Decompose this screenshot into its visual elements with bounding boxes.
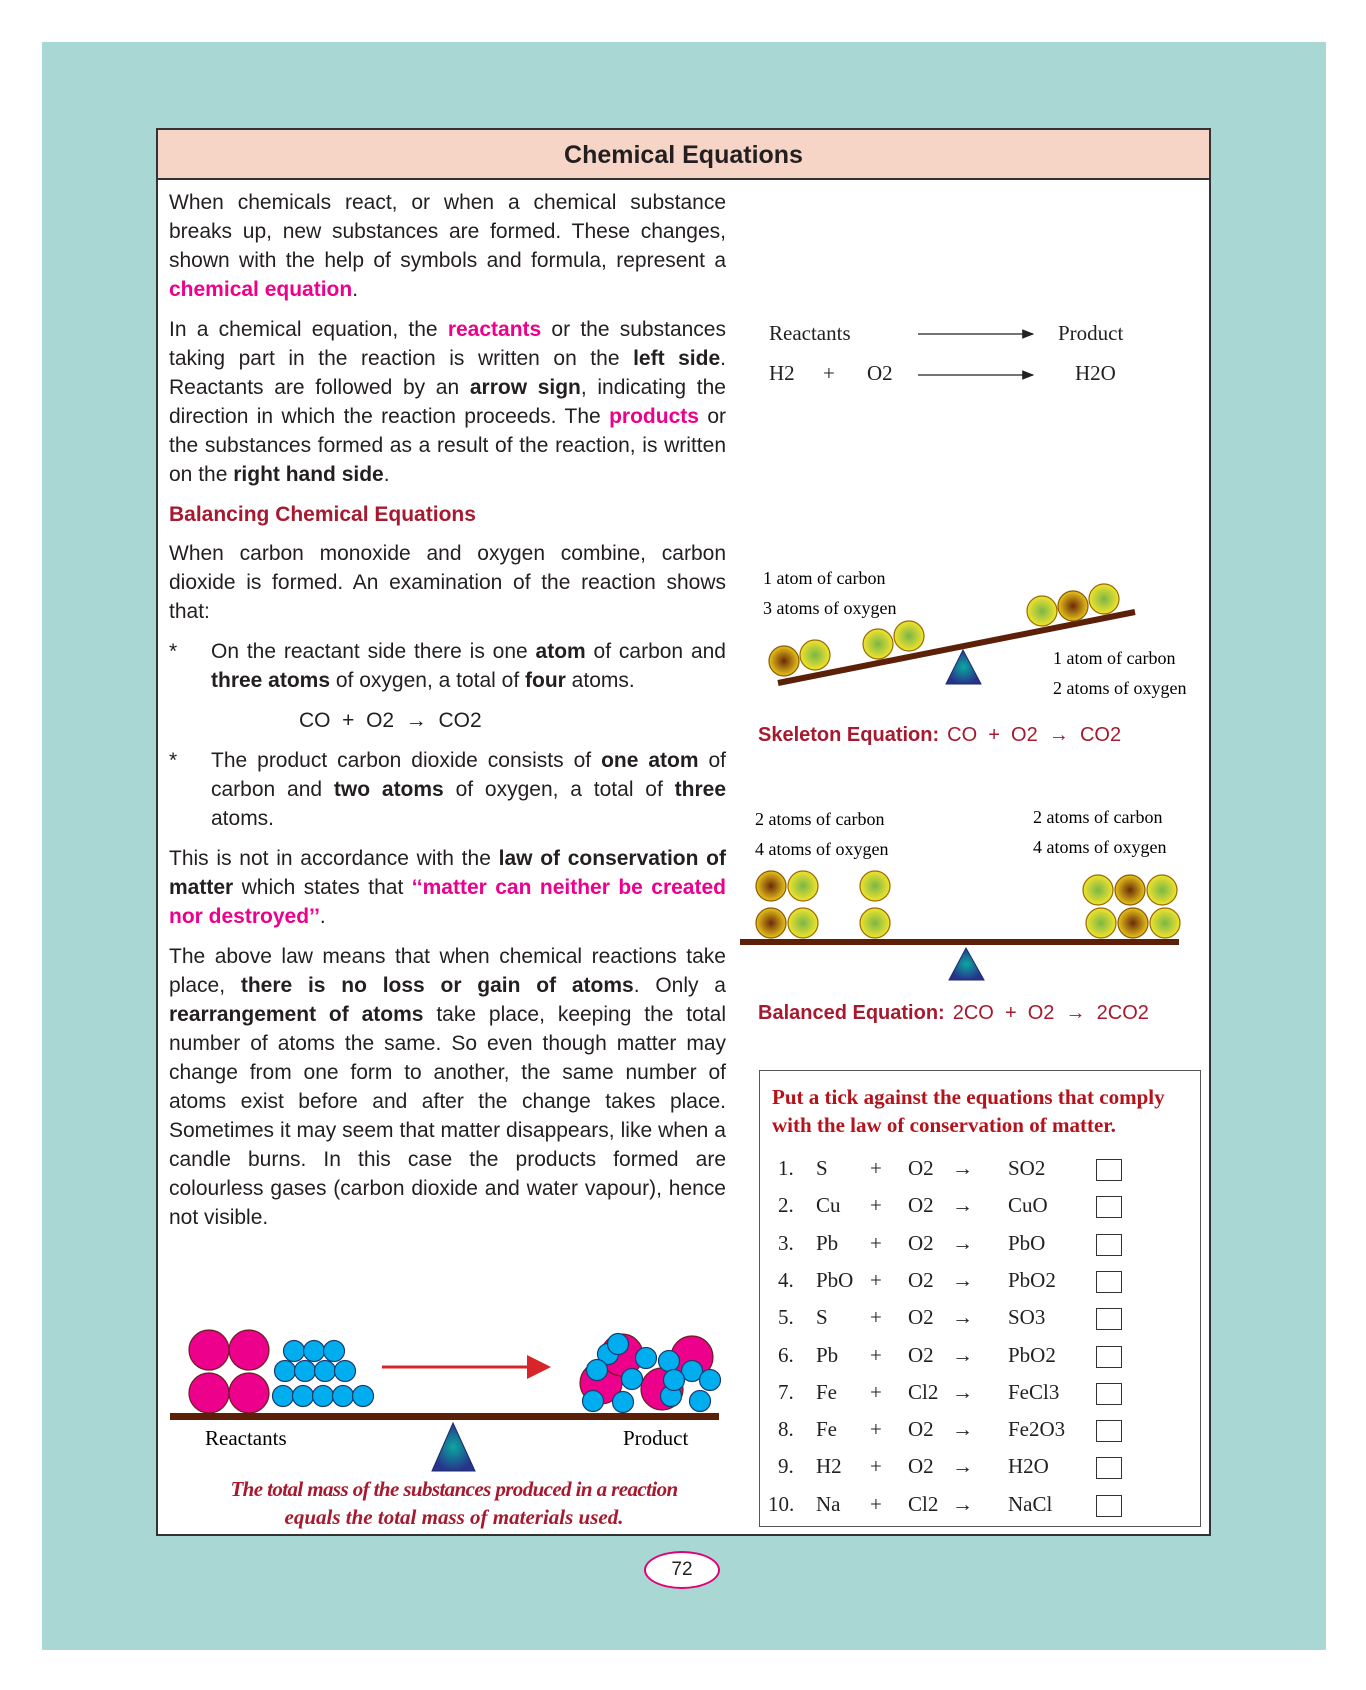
caption-line: equals the total mass of materials used. (284, 1505, 624, 1529)
reactant-1: Pb (816, 1230, 839, 1255)
bold-term: left side (633, 347, 721, 370)
oxygen-atom-icon (1027, 596, 1057, 626)
small-atom-icon (664, 1370, 685, 1391)
exercise-title: Put a tick against the equations that comply with the law of conservation of matter. (772, 1085, 1165, 1137)
fulcrum-icon (946, 650, 981, 684)
product: H2O (1008, 1454, 1049, 1479)
reactant-1: Fe (816, 1379, 837, 1404)
reactant-1: S (816, 1156, 828, 1180)
arrow: → (952, 1305, 973, 1330)
small-atom-icon (700, 1370, 721, 1391)
oxygen-atom-icon (1089, 584, 1119, 614)
text-run: The product carbon dioxide consists of (211, 749, 602, 772)
equation: CO + O2 → CO2 (299, 709, 482, 732)
fulcrum-icon (949, 948, 984, 980)
bold-term: three atoms (211, 669, 331, 692)
row-number: 1. (778, 1156, 794, 1180)
reactant-1: Fe (816, 1417, 837, 1442)
plus: + (870, 1193, 882, 1218)
small-atom-icon (333, 1386, 354, 1407)
large-atom-icon (229, 1330, 269, 1370)
equation-formula: CO + O2 → CO2 (947, 724, 1122, 746)
arrow: → (952, 1491, 973, 1516)
highlight-term: reactants (447, 318, 542, 341)
equation-label: Skeleton Equation: (758, 724, 940, 746)
text-run: On the reactant side there is one (211, 640, 536, 663)
carbon-atom-icon (756, 908, 786, 938)
text-run: or the substances formed as a result of the reaction, is written on the (169, 405, 727, 486)
mass-conservation-diagram (170, 1330, 721, 1529)
oxygen-atom-icon (894, 621, 924, 651)
small-atom-icon (613, 1392, 634, 1413)
reactant-1: Na (816, 1491, 841, 1516)
reactant-2: O2 (908, 1417, 934, 1442)
atom-count-label: 2 atoms of oxygen (1053, 678, 1187, 698)
oxygen-atom-icon (1083, 875, 1113, 905)
row-number: 6. (778, 1342, 794, 1367)
bold-term: right hand side (233, 463, 384, 486)
reactant-1: Pb (816, 1342, 839, 1367)
balance-beam (740, 939, 1179, 945)
skeleton-balance-diagram (763, 568, 1186, 698)
small-atom-icon (273, 1386, 294, 1407)
bold-term: arrow sign (469, 376, 581, 399)
product: SO2 (1008, 1156, 1046, 1180)
plus: + (870, 1454, 882, 1479)
text-run: When carbon monoxide and oxygen combine, carbon dioxide is formed. An examination of the reaction shows that: (169, 542, 726, 623)
balanced-equation (758, 1002, 1149, 1024)
reactant-2: Cl2 (908, 1491, 939, 1516)
reactant-2: O2 (908, 1454, 934, 1479)
plus: + (870, 1156, 882, 1180)
carbon-atom-icon (756, 871, 786, 901)
caption-line: The total mass of the substances produced in a reaction (230, 1477, 678, 1501)
product: PbO (1008, 1230, 1046, 1255)
arrow: → (952, 1417, 973, 1442)
bold-term: atom (535, 640, 586, 663)
highlight-term: products (609, 405, 699, 428)
text-run: . Reactants are followed by an (169, 347, 726, 399)
small-atom-icon (622, 1369, 643, 1390)
large-atom-icon (189, 1330, 229, 1370)
product: FeCl3 (1008, 1379, 1060, 1404)
small-atom-icon (284, 1341, 305, 1362)
small-atom-icon (295, 1361, 316, 1382)
product-label: Product (623, 1426, 689, 1450)
row-number: 8. (778, 1417, 794, 1442)
row-number: 2. (778, 1193, 794, 1218)
carbon-atom-icon (769, 646, 799, 676)
plus: + (870, 1230, 882, 1255)
reactant-1: S (816, 1305, 828, 1330)
text-run: , indicating the direction in which the reaction proceeds. The (169, 376, 726, 428)
oxygen-atom-icon (1150, 908, 1180, 938)
plus: + (870, 1417, 882, 1442)
text-run: atoms. (565, 669, 635, 692)
row-number: 5. (778, 1305, 794, 1330)
bold-term: there is no loss or gain of atoms (240, 974, 634, 997)
row-number: 4. (778, 1267, 794, 1292)
oxygen-atom-icon (788, 908, 818, 938)
reactant-2: Cl2 (908, 1379, 939, 1404)
product-label: Product (1058, 321, 1124, 345)
balanced-balance-diagram (740, 807, 1180, 980)
arrow: → (952, 1193, 973, 1218)
product: SO3 (1008, 1305, 1046, 1330)
small-atom-icon (353, 1386, 374, 1407)
text-run: which states that (233, 876, 412, 899)
arrow: → (952, 1230, 973, 1255)
text-run: The above law means that when chemical reactions take place, (169, 945, 726, 997)
plus: + (870, 1379, 882, 1404)
arrow: → (952, 1454, 973, 1479)
atom-count-label: 3 atoms of oxygen (763, 598, 897, 618)
small-atom-icon (293, 1386, 314, 1407)
arrow: → (952, 1379, 973, 1404)
text-run: . Only a (633, 974, 726, 997)
small-atom-icon (313, 1386, 334, 1407)
atom-count-label: 2 atoms of carbon (1033, 807, 1163, 827)
small-atom-icon (587, 1360, 608, 1381)
atom-count-label: 4 atoms of oxygen (755, 839, 889, 859)
text-run: of oxygen, a total of (330, 669, 526, 692)
small-atom-icon (335, 1361, 356, 1382)
oxygen-atom-icon (1147, 875, 1177, 905)
text-run: of carbon and (585, 640, 726, 663)
plus: + (870, 1342, 882, 1367)
oxygen-atom-icon (788, 871, 818, 901)
equation-label: Balanced Equation: (758, 1002, 945, 1024)
bold-term: two atoms (333, 778, 444, 801)
carbon-atom-icon (1115, 875, 1145, 905)
arrow: → (952, 1267, 973, 1292)
plus: + (870, 1305, 882, 1330)
row-number: 3. (778, 1230, 794, 1255)
text-run: When chemicals react, or when a chemical substance breaks up, new substances are formed. These changes, shown with the help of symbols and formula, represent a (169, 191, 726, 272)
reactant-1: Cu (816, 1193, 841, 1218)
equation-formula: 2CO + O2 → 2CO2 (952, 1002, 1149, 1024)
small-atom-icon (659, 1351, 680, 1372)
reactants-label: Reactants (769, 321, 851, 345)
large-atom-icon (189, 1373, 229, 1413)
row-number: 9. (778, 1454, 794, 1479)
product: PbO2 (1008, 1267, 1056, 1292)
fulcrum-icon (432, 1423, 475, 1471)
bold-term: three (674, 778, 727, 801)
bold-term: rearrangement of atoms (169, 1003, 424, 1026)
text-run: . (352, 278, 359, 301)
reactant-2: O2 (908, 1342, 934, 1367)
balance-beam (170, 1413, 719, 1420)
bullet-marker: * (169, 640, 178, 663)
text-run: of carbon and (211, 749, 726, 801)
reactant-1: H2 (816, 1454, 842, 1479)
large-atom-icon (229, 1373, 269, 1413)
text-run: This is not in accordance with the (169, 847, 499, 870)
atom-count-label: 2 atoms of carbon (755, 809, 885, 829)
small-atom-icon (690, 1391, 711, 1412)
atom-count-label: 1 atom of carbon (1053, 648, 1176, 668)
text-run: take place, keeping the total number of atoms the same. So even though matter may change from one form to another, the same number of atoms exist before and after the change takes place. Sometimes it may seem that matter disappears, like when a candle burns. In this case the products formed are colourless gases (carbon dioxide and water vapour), hence not visible. (169, 1003, 727, 1229)
row-number: 7. (778, 1379, 794, 1404)
atom-count-label: 1 atom of carbon (763, 568, 886, 588)
word-equation (769, 321, 1123, 385)
reactant-2: O2 (908, 1305, 934, 1330)
small-atom-icon (608, 1334, 629, 1355)
reactant-2: O2 (908, 1267, 934, 1292)
plus: + (870, 1491, 882, 1516)
text-run: of oxygen, a total of (443, 778, 675, 801)
skeleton-equation (758, 724, 1121, 746)
small-atom-icon (583, 1391, 604, 1412)
page-number: 72 (644, 1551, 720, 1589)
bold-term: law of conservation of matter (169, 847, 726, 899)
reactant-1: PbO (816, 1267, 854, 1292)
reactant-2: O2 (908, 1193, 934, 1218)
product: Fe2O3 (1008, 1417, 1066, 1442)
highlight-term: chemical equation (169, 278, 353, 301)
plus: + (823, 361, 835, 385)
carbon-atom-icon (1058, 591, 1088, 621)
oxygen-atom-icon (860, 871, 890, 901)
o2-formula: O2 (867, 361, 893, 385)
arrow: → (952, 1156, 973, 1180)
text-run: . (319, 905, 326, 928)
small-atom-icon (324, 1341, 345, 1362)
reactant-2: O2 (908, 1230, 934, 1255)
product: PbO2 (1008, 1342, 1056, 1367)
reactant-2: O2 (908, 1156, 934, 1180)
bullet-marker: * (169, 749, 178, 772)
carbon-atom-icon (1118, 908, 1148, 938)
oxygen-atom-icon (800, 640, 830, 670)
small-atom-icon (636, 1348, 657, 1369)
small-atom-icon (275, 1361, 296, 1382)
text-run: . (383, 463, 390, 486)
atom-count-label: 4 atoms of oxygen (1033, 837, 1167, 857)
arrow: → (952, 1342, 973, 1367)
oxygen-atom-icon (863, 629, 893, 659)
h2-formula: H2 (769, 361, 795, 385)
product: CuO (1008, 1193, 1048, 1218)
product: NaCl (1008, 1491, 1053, 1516)
plus: + (870, 1267, 882, 1292)
section-heading: Balancing Chemical Equations (169, 503, 476, 526)
reactants-label: Reactants (205, 1426, 287, 1450)
text-run: In a chemical equation, the (169, 318, 448, 341)
small-atom-icon (315, 1361, 336, 1382)
bold-term: one atom (601, 749, 699, 772)
oxygen-atom-icon (860, 908, 890, 938)
oxygen-atom-icon (1086, 908, 1116, 938)
text-run: atoms. (211, 807, 275, 830)
row-number: 10. (768, 1491, 795, 1516)
highlight-term: ‘‘matter can neither be created nor destroyed’’ (169, 876, 726, 928)
page-title: Chemical Equations (158, 130, 1209, 180)
bold-term: four (525, 669, 566, 692)
h2o-formula: H2O (1075, 361, 1116, 385)
small-atom-icon (304, 1341, 325, 1362)
text-run: or the substances taking part in the reaction is written on the (169, 318, 726, 370)
